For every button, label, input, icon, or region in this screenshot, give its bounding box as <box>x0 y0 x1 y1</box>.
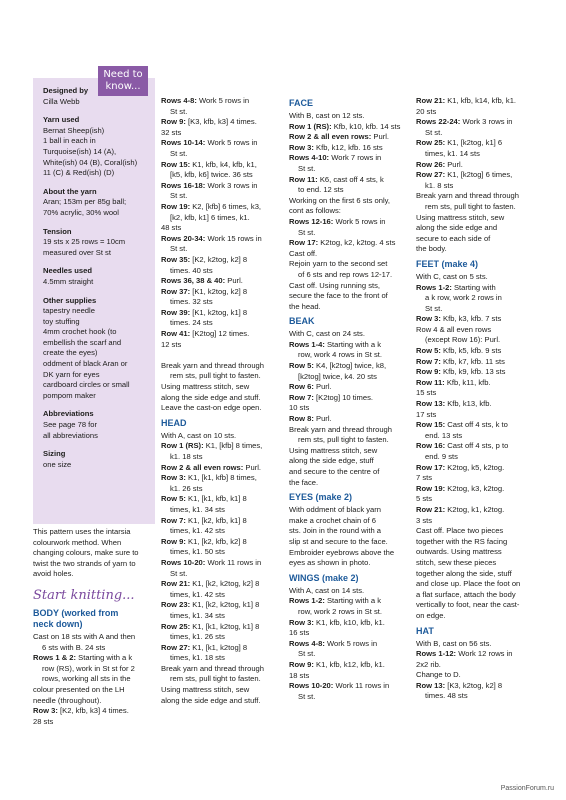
text-line: Row 5: Kfb, k5, kfb. 9 sts <box>416 346 502 356</box>
text-line: Row 6: Purl. <box>289 382 332 392</box>
text-line: of 6 sts and rep rows 12-17. <box>298 269 393 279</box>
text-line: Rows 10-20: Work 11 rows in <box>289 681 390 691</box>
footer-watermark: PassionForum.ru <box>500 785 554 792</box>
text-line: 7 sts <box>416 473 433 483</box>
text-line: Cast on 18 sts with A and then <box>33 631 136 641</box>
text-line: (except Row 16): Purl. <box>425 335 501 345</box>
text-line: Row 3: K1, kfb, k10, kfb, k1. <box>289 617 385 627</box>
text-line: end. 13 sts <box>425 430 463 440</box>
text-line: Row 41: [K2tog] 12 times. <box>161 329 250 339</box>
text-line: Row 2 & all even rows: Purl. <box>289 132 390 142</box>
about-heading: About the yarn <box>43 186 97 196</box>
text-line: With oddment of black yarn <box>289 505 382 515</box>
abbr-heading: Abbreviations <box>43 409 94 419</box>
tension-heading: Tension <box>43 226 72 236</box>
text-line: Rows 4-8: Work 5 rows in <box>161 96 250 105</box>
text-line: measured over St st <box>43 247 111 257</box>
feet-instructions <box>416 272 544 622</box>
col4-instructions <box>416 96 544 255</box>
text-line: Embroider eyebrows above the <box>289 547 395 557</box>
text-line: Row 39: [K1, k2tog, k1] 8 <box>161 307 248 317</box>
text-line: Cast off. <box>289 248 318 258</box>
text-line: 4mm crochet hook (to <box>43 327 117 337</box>
text-line: White(ish) 04 (B), Coral(ish) <box>43 157 138 167</box>
supplies-list <box>43 306 151 401</box>
column-1-lower <box>33 527 157 727</box>
text-line: 3 sts <box>416 515 433 525</box>
text-line: Row 26: Purl. <box>416 159 463 169</box>
text-line: along the side edge and stuff. <box>161 392 261 402</box>
text-line: Row 17: K2tog, k2, k2tog. 4 sts <box>289 238 396 248</box>
intro-text <box>33 527 157 580</box>
text-line: DK yarn for eyes <box>43 369 100 379</box>
beak-heading: BEAK <box>289 316 315 327</box>
text-line: k1. 18 sts <box>170 452 203 461</box>
text-line: Row 25: K1, [k2tog, k1] 6 <box>416 138 503 148</box>
hat-instructions <box>416 639 544 703</box>
column-4 <box>416 96 544 702</box>
text-line: Turquoise(ish) 14 (A), <box>43 146 117 156</box>
eyes-instructions <box>289 505 409 569</box>
wings-heading: WINGS (make 2) <box>289 572 359 583</box>
text-line: 1 ball in each in <box>43 136 96 146</box>
text-line: the face. <box>289 477 319 487</box>
text-line: 2x2 rib. <box>416 659 441 669</box>
text-line: Row 9: [K3, kfb, k3] 4 times. <box>161 117 257 127</box>
text-line: St st. <box>298 227 316 237</box>
text-line: St st. <box>170 568 188 578</box>
text-line: Row 15: Cast off 4 sts, k to <box>416 420 508 430</box>
text-line: Break yarn and thread through <box>416 191 520 201</box>
text-line: Row 8: Purl. <box>289 414 332 424</box>
text-line: 48 sts <box>161 223 182 233</box>
text-line: times, k1. 26 sts <box>170 632 225 642</box>
text-line: Rows 1-12: Work 12 rows in <box>416 649 513 659</box>
text-line: along the side edge and stuff. <box>161 695 261 705</box>
text-line: Row 9: Kfb, k9, kfb. 13 sts <box>416 367 506 377</box>
text-line <box>161 350 281 361</box>
text-line: Bernat Sheep(ish) <box>43 125 105 135</box>
start-knitting-heading: Start knitting... <box>33 587 135 603</box>
text-line: Rows 1 & 2: Starting with a k <box>33 653 133 663</box>
text-line: Rows 20-34: Work 15 rows in <box>161 233 262 243</box>
text-line: Row 3: [K2, kfb, k3] 4 times. <box>33 706 129 716</box>
text-line: Row 21: K1, [k2, k2tog, k2] 8 <box>161 579 260 589</box>
text-line: St st. <box>170 148 188 158</box>
yarn-heading: Yarn used <box>43 115 80 125</box>
text-line: 5 sts <box>416 494 433 504</box>
feet-heading: FEET (make 4) <box>416 258 479 269</box>
text-line: With B, cast on 12 sts. <box>289 111 365 120</box>
text-line: pompom maker <box>43 390 96 400</box>
text-line: St st. <box>298 691 316 701</box>
text-line: and close up. Place the foot on <box>416 579 521 589</box>
text-line: Row 5: K4, [k2tog] twice, k8, <box>289 361 387 371</box>
text-line: Using mattress stitch, sew <box>416 212 505 222</box>
text-line: Leave the cast-on edge open. <box>161 403 262 413</box>
text-line: on edge. <box>416 610 446 620</box>
supplies-heading: Other supplies <box>43 295 97 305</box>
text-line: 10 sts <box>289 403 310 413</box>
head-instructions <box>161 431 281 706</box>
text-line: St st. <box>425 303 443 313</box>
text-line: St st. <box>170 191 188 201</box>
text-line: Break yarn and thread through <box>161 360 265 370</box>
text-line: needle (throughout). <box>33 695 102 705</box>
text-line: row, work 4 rows in St st. <box>298 350 382 360</box>
text-line: Rows 1-2: Starting with <box>416 282 496 292</box>
text-line: Rows 12-16: Work 5 rows in <box>289 216 386 226</box>
text-line: a k row, work 2 rows in <box>425 293 502 303</box>
needles-heading: Needles used <box>43 266 92 276</box>
text-line: Rows 1-2: Starting with a k <box>289 596 382 606</box>
text-line: along the side edge and <box>416 223 498 233</box>
designer: Cilla Webb <box>43 96 80 106</box>
text-line: secure to each side of <box>416 233 491 243</box>
text-line: Row 3: Kfb, k12, kfb. 16 sts <box>289 142 383 152</box>
text-line: Row 11: Kfb, k11, kfb. <box>416 377 491 387</box>
text-line: embellish the scarf and <box>43 337 122 347</box>
sizing-heading: Sizing <box>43 449 66 459</box>
text-line: St st. <box>425 127 443 137</box>
text-line: to end. 12 sts <box>298 185 344 195</box>
text-line: Row 7: K1, [k2, kfb, k1] 8 <box>161 515 247 525</box>
text-line: together with the RS facing <box>416 536 508 546</box>
text-line: end. 9 sts <box>425 452 458 461</box>
text-line: Working on the first 6 sts only, <box>289 195 391 205</box>
text-line: 6 sts with B. 24 sts <box>42 642 106 652</box>
text-line: Rows 10-20: Work 11 rows in <box>161 557 262 567</box>
text-line: Row 5: K1, [k1, kfb, k1] 8 <box>161 494 247 504</box>
sizing: one size <box>43 459 72 469</box>
text-line: rem sts, pull tight to fasten. <box>298 435 389 445</box>
text-line: Row 7: [K2tog] 10 times. <box>289 392 373 402</box>
about-list <box>43 197 151 218</box>
text-line: Row 17: K2tog, k5, k2tog. <box>416 462 505 472</box>
text-line: create the eyes) <box>43 348 98 358</box>
text-line: Row 2 & all even rows: Purl. <box>161 462 262 472</box>
text-line: times, k1. 42 sts <box>170 589 225 599</box>
yarn-list <box>43 126 151 179</box>
text-line: oddment of black Aran or <box>43 359 128 369</box>
text-line: rem sts, pull tight to fasten. <box>425 201 516 211</box>
text-line: neck down) <box>33 618 83 629</box>
text-line: k1. 8 sts <box>425 180 454 190</box>
text-line: Row 13: [K3, k2tog, k2] 8 <box>416 680 503 690</box>
text-line: Row 27: K1, [k2tog] 6 times, <box>416 170 513 180</box>
text-line: [k2, kfb, k1] 6 times, k1. <box>170 212 250 222</box>
text-line: stitch, sew these pieces <box>416 557 497 567</box>
eyes-heading: EYES (make 2) <box>289 492 353 503</box>
text-line: Row 1 (RS): K1, [kfb] 8 times, <box>161 441 263 451</box>
col2-instructions <box>161 96 281 414</box>
body-heading <box>33 608 157 630</box>
text-line: St st. <box>170 106 188 116</box>
text-line: rem sts, pull tight to fasten. <box>170 674 261 684</box>
need-to-know-tab: Need to know... <box>98 66 148 96</box>
text-line: Row 9: K1, [k2, kfb, k2] 8 <box>161 536 247 546</box>
text-line: sts. Join in the round with a <box>289 526 382 536</box>
text-line: 19 sts x 25 rows = 10cm <box>43 237 126 247</box>
text-line: Using mattress stitch, sew <box>289 445 378 455</box>
text-line: 17 sts <box>416 409 437 419</box>
text-line: slip st and secure to the face. <box>289 536 388 546</box>
text-line: Row 16: Cast off 4 sts, p to <box>416 441 509 451</box>
text-line: St st. <box>298 163 316 173</box>
text-line: changing colours, make sure to <box>33 548 139 558</box>
text-line: all abbreviations <box>43 430 98 440</box>
text-line: With C, cast on 5 sts. <box>416 271 488 281</box>
text-line: tapestry needle <box>43 306 95 316</box>
text-line: times, k1. 50 sts <box>170 547 225 557</box>
text-line: Row 27: K1, [k1, k2tog] 8 <box>161 642 248 652</box>
text-line: times. 24 sts <box>170 318 213 328</box>
text-line: Rows 4-8: Work 5 rows in <box>289 638 378 648</box>
text-line: With A, cast on 14 sts. <box>289 585 365 595</box>
text-line: Using mattress stitch, sew <box>161 382 250 392</box>
abbr-list <box>43 420 151 441</box>
text-line: Row 3: K1, [k1, kfb] 8 times, <box>161 473 257 483</box>
text-line: and secure to the centre of <box>289 467 380 476</box>
text-line: 16 sts <box>289 628 310 638</box>
text-line: See page 78 for <box>43 420 98 430</box>
column-2 <box>161 96 281 706</box>
text-line: the head. <box>289 301 321 311</box>
text-line: times, k1. 34 sts <box>170 610 225 620</box>
text-line: times. 40 sts <box>170 265 213 275</box>
needles: 4.5mm straight <box>43 276 94 286</box>
text-line: Rows 36, 38 & 40: Purl. <box>161 276 243 286</box>
text-line: 20 sts <box>416 106 437 116</box>
text-line: Row 21: K2tog, k1, k2tog. <box>416 504 505 514</box>
text-line: secure the face to the front of <box>289 291 388 301</box>
text-line: 11 (C) & Red(ish) (D) <box>43 168 115 178</box>
text-line: 15 sts <box>416 388 437 398</box>
text-line: rows, working all sts in the <box>42 674 131 684</box>
text-line: With C, cast on 24 sts. <box>289 329 365 339</box>
text-line: avoid holes. <box>33 569 74 579</box>
text-line: Row 4 & all even rows <box>416 324 492 334</box>
text-line: Row 3: Kfb, k3, kfb. 7 sts <box>416 314 502 324</box>
text-line: Rejoin yarn to the second set <box>289 259 388 269</box>
text-line: [k2tog] twice, k4. 20 sts <box>298 371 377 381</box>
text-line: Rows 4-10: Work 7 rows in <box>289 153 382 163</box>
text-line: Row 37: [K1, k2tog, k2] 8 <box>161 286 248 296</box>
text-line: Rows 10-14: Work 5 rows in <box>161 138 258 148</box>
text-line: Row 19: K2tog, k3, k2tog. <box>416 483 505 493</box>
text-line: together along the side, stuff <box>416 568 512 578</box>
hat-heading: HAT <box>416 625 434 636</box>
text-line: Rows 16-18: Work 3 rows in <box>161 180 258 190</box>
text-line: Row 1 (RS): Kfb, k10, kfb. 14 sts <box>289 121 401 131</box>
text-line: This pattern uses the intarsia <box>33 527 131 536</box>
head-heading: HEAD <box>161 417 187 428</box>
text-line: outwards. Using mattress <box>416 547 502 557</box>
tension-list <box>43 237 151 258</box>
face-instructions <box>289 111 409 312</box>
text-line: cardboard circles or small <box>43 380 130 390</box>
text-line: times, k1. 14 sts <box>425 148 480 158</box>
text-line: 70% acrylic, 30% wool <box>43 207 119 217</box>
text-line: Change to D. <box>416 670 461 680</box>
beak-instructions <box>289 329 409 488</box>
text-line: colour presented on the LH <box>33 684 125 694</box>
text-line: toy stuffing <box>43 316 80 326</box>
text-line: a flat surface, attach the body <box>416 589 516 599</box>
text-line: Row 21: K1, kfb, k14, kfb, k1. <box>416 96 517 105</box>
text-line: times, k1. 42 sts <box>170 526 225 536</box>
designed-heading: Designed by <box>43 86 89 95</box>
text-line: St st. <box>170 244 188 254</box>
text-line: Cast off. Using running sts, <box>289 280 381 290</box>
text-line: Break yarn and thread through <box>289 424 393 434</box>
text-line: Break yarn and thread through <box>161 663 265 673</box>
text-line: k1. 26 sts <box>170 483 203 493</box>
text-line: Rows 22-24: Work 3 rows in <box>416 117 513 127</box>
text-line: cont as follows: <box>289 206 341 216</box>
text-line: Cast off. Place two pieces <box>416 526 504 536</box>
text-line: times. 32 sts <box>170 297 213 307</box>
text-line: 12 sts <box>161 339 182 349</box>
wings-instructions <box>289 586 409 703</box>
text-line: Row 13: Kfb, k13, kfb. <box>416 399 492 409</box>
text-line: times, k1. 18 sts <box>170 653 225 663</box>
text-line: 18 sts <box>289 670 310 680</box>
text-line: 32 sts <box>161 127 182 137</box>
text-line: vertically to foot, near the cast- <box>416 600 520 610</box>
text-line: With B, cast on 56 sts. <box>416 638 492 648</box>
face-heading: FACE <box>289 98 314 108</box>
text-line: BODY (worked from <box>33 607 119 618</box>
text-line: times, k1. 34 sts <box>170 504 225 514</box>
text-line: Row 15: K1, kfb, k4, kfb, k1, <box>161 159 257 169</box>
text-line: twist the two strands of yarn to <box>33 558 136 568</box>
text-line: Row 35: [K2, k2tog, k2] 8 <box>161 254 248 264</box>
text-line: Rows 1-4: Starting with a k <box>289 339 382 349</box>
column-3 <box>289 94 409 702</box>
text-line: Row 11: K6, cast off 4 sts, k <box>289 174 384 184</box>
text-line: Row 7: Kfb, k7, kfb. 11 sts <box>416 356 505 366</box>
text-line: With A, cast on 10 sts. <box>161 430 237 440</box>
text-line: Row 23: K1, [k2, k2tog, k1] 8 <box>161 600 260 610</box>
text-line: colourwork method. When <box>33 537 122 547</box>
text-line: eyes as shown in photo. <box>289 558 371 568</box>
text-line: rem sts, pull tight to fasten. <box>170 371 261 381</box>
text-line: Row 25: K1, [k1, k2tog, k1] 8 <box>161 621 260 631</box>
text-line: row (RS), work in St st for 2 <box>42 663 135 673</box>
text-line: 28 sts <box>33 716 54 726</box>
text-line: row, work 2 rows in St st. <box>298 606 382 616</box>
text-line: make a crochet chain of 6 <box>289 515 376 525</box>
sidebar-content <box>43 86 151 478</box>
text-line: along the side edge, stuff <box>289 456 374 466</box>
text-line: St st. <box>298 649 316 659</box>
text-line: [k5, kfb, k6] twice. 36 sts <box>170 170 253 180</box>
text-line: Row 9: K1, kfb, k12, kfb, k1. <box>289 659 385 669</box>
body-instructions <box>33 632 157 727</box>
text-line: the body. <box>416 244 447 254</box>
text-line: times. 48 sts <box>425 691 468 701</box>
text-line: Aran; 153m per 85g ball; <box>43 197 127 207</box>
text-line: Row 19: K2, [kfb] 6 times, k3, <box>161 201 262 211</box>
text-line: Using mattress stitch, sew <box>161 685 250 695</box>
